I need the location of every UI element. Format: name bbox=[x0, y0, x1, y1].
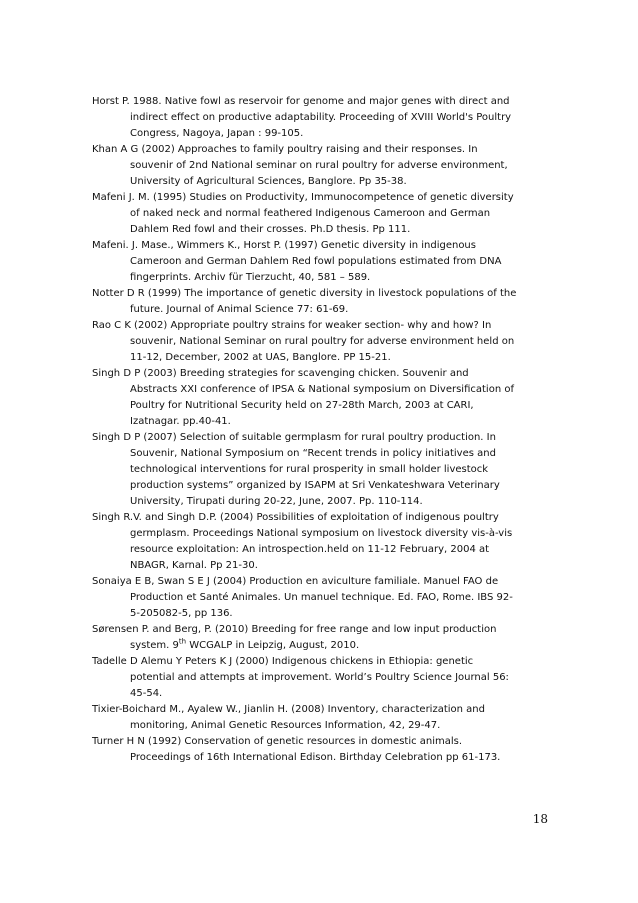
reference-tixier-boichard-2008: Tixier-Boichard M., Ayalew W., Jianlin H. (2008) Inventory, characterization and monitoring, Animal Genetic Resources Information, 42, 29-47. bbox=[92, 704, 485, 731]
page-number: 18 bbox=[532, 812, 548, 826]
sorensen-line-1: Sørensen P. and Berg, P. (2010) Breeding for free range and low input production bbox=[92, 624, 497, 635]
reference-singh-2007: Singh D P (2007) Selection of suitable germplasm for rural poultry production. In Souvenir, National Symposium on “Recent trends in policy initiatives and technological interventions for rural prosperity in small holder livestock production systems” organized by ISAPM at Sri Venkateshwara Veterinary University, Tirupati during 20-22, June, 2007. Pp. 110-114. bbox=[92, 432, 500, 507]
sorensen-line-2-end: WCGALP in Leipzig, August, 2010. bbox=[186, 640, 360, 651]
reference-khan-2002: Khan A G (2002) Approaches to family poultry raising and their responses. In souvenir of 2nd National seminar on rural poultry for adverse environment, University of Agricultural Sciences, Banglore. Pp 35-38. bbox=[92, 144, 508, 187]
reference-tadelle-2000: Tadelle D Alemu Y Peters K J (2000) Indigenous chickens in Ethiopia: genetic potential and attempts at improvement. World’s Poultry Science Journal 56: 45-54. bbox=[92, 656, 509, 699]
reference-mafeni-1995: Mafeni J. M. (1995) Studies on Productivity, Immunocompetence of genetic diversity of naked neck and normal feathered Indigenous Cameroon and German Dahlem Red fowl and their crosses. Ph.D thesis. Pp 111. bbox=[92, 192, 514, 235]
reference-turner-1992: Turner H N (1992) Conservation of genetic resources in domestic animals. Proceedings of 16th International Edison. Birthday Celebration pp 61-173. bbox=[92, 736, 501, 763]
reference-sonaiya-2004: Sonaiya E B, Swan S E J (2004) Production en aviculture familiale. Manuel FAO de Production et Santé Animales. Un manuel technique. Ed. FAO, Rome. IBS 92- 5-205082-5, pp 136. bbox=[92, 576, 513, 619]
reference-singh-singh-2004: Singh R.V. and Singh D.P. (2004) Possibilities of exploitation of indigenous poultry germplasm. Proceedings National symposium on livestock diversity vis-à-vis resource exploitation: An introspection.held on 11-12 February, 2004 at NBAGR, Karnal. Pp 21-30. bbox=[92, 512, 513, 571]
reference-mafeni-1997: Mafeni. J. Mase., Wimmers K., Horst P. (1997) Genetic diversity in indigenous Cameroon and German Dahlem Red fowl populations estimated from DNA fingerprints. Archiv für Tierzucht, 40, 581 – 589. bbox=[92, 240, 502, 283]
reference-rao-2002: Rao C K (2002) Appropriate poultry strains for weaker section- why and how? In souvenir, National Seminar on rural poultry for adverse environment held on 11-12, December, 2002 at UAS, Banglore. PP 15-21. bbox=[92, 320, 515, 363]
superscript-th: th bbox=[178, 637, 187, 646]
reference-singh-2003: Singh D P (2003) Breeding strategies for scavenging chicken. Souvenir and Abstracts XXI conference of IPSA & National symposium on Diversification of Poultry for Nutritional Security held on 27-28th March, 2003 at CARI, Izatnagar. pp.40-41. bbox=[92, 368, 514, 427]
reference-sorensen-2010 bbox=[92, 622, 546, 654]
reference-list bbox=[92, 94, 546, 766]
sorensen-line-2-start: system. 9 bbox=[130, 640, 179, 651]
reference-notter-1999: Notter D R (1999) The importance of genetic diversity in livestock populations of the future. Journal of Animal Science 77: 61-69. bbox=[92, 288, 517, 315]
reference-horst-1988: Horst P. 1988. Native fowl as reservoir for genome and major genes with direct and indirect effect on productive adaptability. Proceeding of XVIII World's Poultry Congress, Nagoya, Japan : 99-105. bbox=[92, 96, 512, 139]
